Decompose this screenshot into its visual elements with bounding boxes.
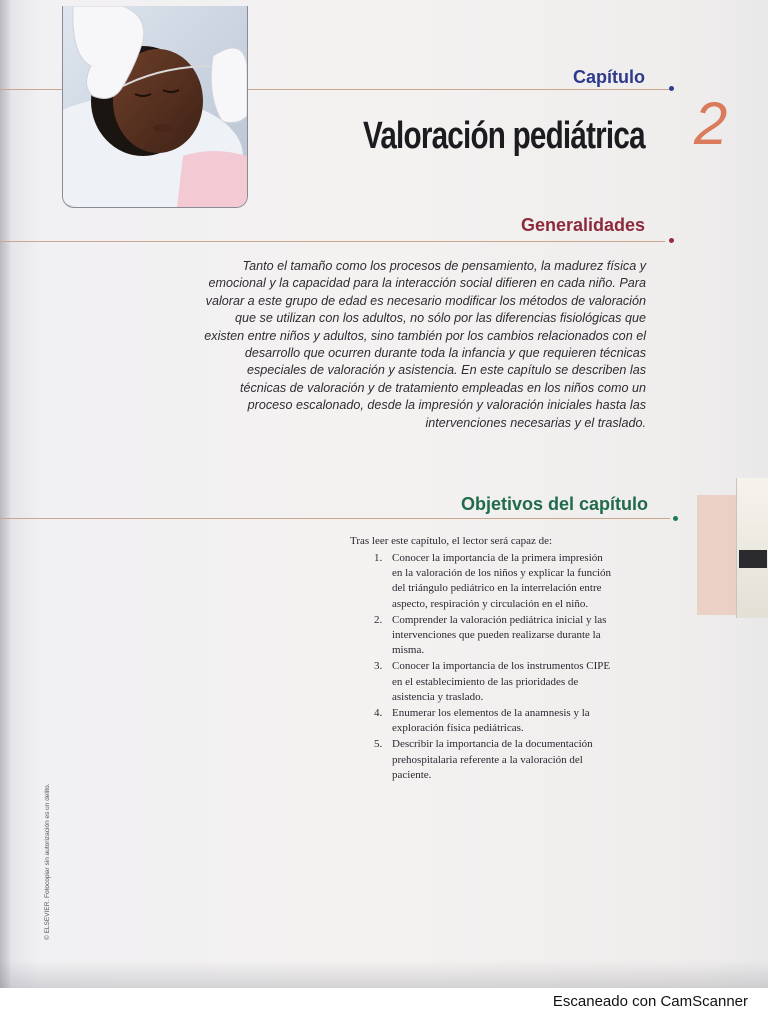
objective-item <box>372 659 672 705</box>
page-left-edge <box>0 0 10 988</box>
objective-line: Enumerar los elementos de la anamnesis y la <box>392 707 590 720</box>
objectives-lead: Tras leer este capítulo, el lector será capaz de: <box>350 535 553 547</box>
overview-line: desarrollo que ocurren durante toda la infancia y que requieren técnicas <box>244 346 646 361</box>
overview-line: Tanto el tamaño como los procesos de pensamiento, la madurez física y <box>242 259 646 273</box>
chapter-number: 2 <box>694 90 728 157</box>
objective-line: Conocer la importancia de los instrumentos CIPE <box>392 660 611 673</box>
objective-line: Conocer la importancia de la primera impresión <box>392 552 603 564</box>
patient-photo <box>62 6 248 208</box>
tape-strip <box>736 478 768 618</box>
objectives-rule <box>0 518 670 519</box>
objective-line: asistencia y traslado. <box>392 690 484 703</box>
chapter-title: Valoración pediátrica <box>363 115 645 157</box>
objectives-heading: Objetivos del capítulo <box>460 494 648 514</box>
page-bottom-shadow <box>0 960 768 988</box>
overview-rule <box>0 241 665 242</box>
overview-line: existen entre niños y adultos, sino también por los cambios relacionados con el <box>204 328 646 343</box>
chapter-label: Capítulo <box>573 67 645 87</box>
overview-heading: Generalidades <box>520 215 645 235</box>
overview-paragraph <box>146 258 646 432</box>
copyright-note: © ELSEVIER. Fotocopiar sin autorización es un delito. <box>44 783 51 940</box>
objectives-rule-dot <box>673 516 678 521</box>
objective-item <box>372 737 672 783</box>
objective-line: Describir la importancia de la documentación <box>392 738 593 751</box>
objective-number: 4. <box>374 707 383 720</box>
objective-line: paciente. <box>392 768 432 781</box>
overview-line: valorar a este grupo de edad es necesario modificar los métodos de valoración <box>205 293 646 308</box>
header-rule-dot <box>669 86 674 91</box>
objective-line: en el establecimiento de las prioridades de <box>392 675 579 688</box>
overview-rule-dot <box>669 238 674 243</box>
objective-line: prehospitalaria referente a la valoración del <box>392 753 583 766</box>
objective-number: 1. <box>374 552 383 564</box>
objective-number: 2. <box>374 613 383 626</box>
objective-line: Comprender la valoración pediátrica inicial y las <box>392 613 607 626</box>
objectives-list <box>372 551 672 784</box>
tape-band <box>739 550 767 568</box>
objective-item <box>372 613 672 659</box>
objective-number: 5. <box>374 738 383 751</box>
objective-item <box>372 706 672 736</box>
overview-line: emocional y la capacidad para la interacción social difieren en cada niño. Para <box>208 276 646 291</box>
objective-item <box>372 551 672 612</box>
objective-line: exploración física pediátricas. <box>392 722 524 735</box>
scanner-watermark: Escaneado con CamScanner <box>552 993 748 1010</box>
patient-photo-icon <box>63 6 247 207</box>
objective-line: del triángulo pediátrico en la interrelación entre <box>392 582 602 595</box>
objective-number: 3. <box>374 660 383 673</box>
overview-line: técnicas de valoración y de tratamiento empleadas en los niños como un <box>239 380 646 395</box>
objective-line: intervenciones que pueden realizarse durante la <box>392 629 601 642</box>
objective-line: aspecto, respiración y circulación en el niño. <box>392 597 589 610</box>
objective-line: en la valoración de los niños y explicar la función <box>392 567 612 580</box>
overview-line: especiales de valoración y asistencia. En este capítulo se describen las <box>246 363 646 378</box>
objective-line: misma. <box>392 644 425 657</box>
overview-line: intervenciones necesarias y el traslado. <box>425 415 646 430</box>
overview-line: proceso escalonado, desde la impresión y valoración iniciales hasta las <box>247 398 646 413</box>
overview-line: que se utilizan con los adultos, no sólo por las diferencias fisiológicas que <box>235 311 646 326</box>
